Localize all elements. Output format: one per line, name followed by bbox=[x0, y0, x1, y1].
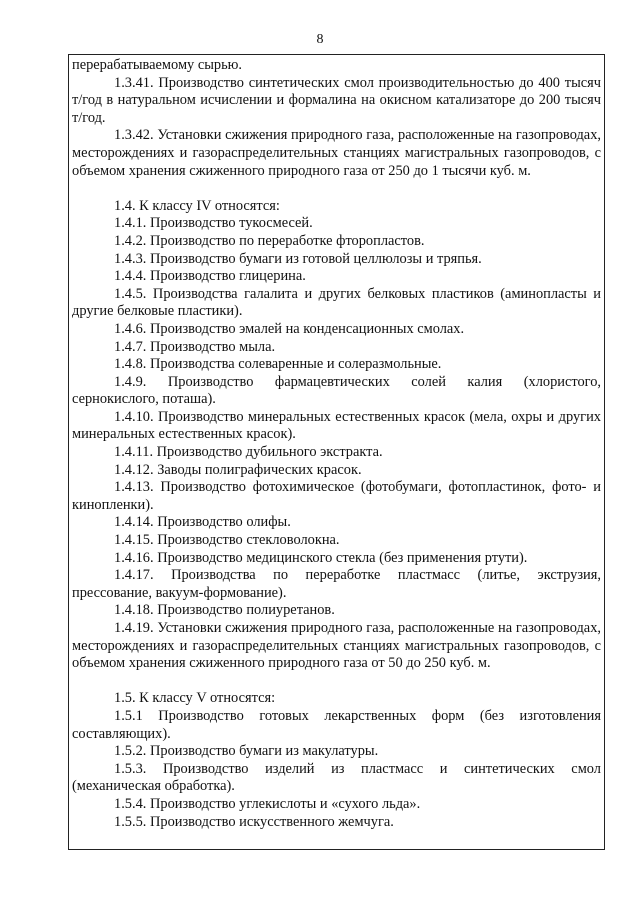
item-text: Производство минеральных естественных красок (мела, охры и других минеральных естественных красок). bbox=[72, 408, 601, 443]
item-text: Производство эмалей на конденсационных смолах. bbox=[150, 320, 465, 337]
list-item bbox=[72, 339, 601, 357]
item-code: 1.4.9. bbox=[114, 373, 147, 390]
list-item bbox=[72, 743, 601, 761]
list-item bbox=[72, 814, 601, 832]
item-text: Производство дубильного экстракта. bbox=[156, 444, 383, 461]
item-text: Производство тукосмесей. bbox=[150, 215, 313, 232]
item-text: Производства галалита и других белковых пластиков (аминопласты и другие белковые пластики). bbox=[72, 285, 601, 320]
item-text: Производства по переработке пластмасс (литье, экструзия, прессование, вакуум-формование). bbox=[72, 567, 601, 601]
item-code: 1.5.1 bbox=[114, 707, 143, 724]
list-item bbox=[72, 708, 601, 743]
item-text: Заводы полиграфических красок. bbox=[157, 461, 362, 478]
list-item bbox=[72, 620, 601, 673]
list-item bbox=[72, 602, 601, 620]
list-item bbox=[72, 761, 601, 796]
section-1-4-items bbox=[72, 215, 601, 672]
item-text: Производство фотохимическое (фотобумаги, фотопластинок, фото- и кинопленки). bbox=[72, 479, 601, 513]
item-code: 1.4.19. bbox=[114, 620, 154, 636]
list-item bbox=[72, 215, 601, 233]
item-code: 1.4.4. bbox=[114, 268, 147, 285]
item-code: 1.4.13. bbox=[114, 479, 154, 496]
item-code: 1.5.5. bbox=[114, 813, 147, 830]
list-item bbox=[72, 268, 601, 286]
document-frame bbox=[68, 54, 605, 850]
item-code: 1.5.2. bbox=[114, 743, 147, 760]
item-text: Производство бумаги из готовой целлюлозы и тряпья. bbox=[150, 250, 482, 267]
item-code: 1.4.1. bbox=[114, 215, 147, 232]
continuation-text: перерабатываемому сырью. bbox=[72, 57, 243, 73]
class-v-heading: 1.5. К классу V относятся: bbox=[114, 690, 276, 707]
item-text: Производство полиуретанов. bbox=[157, 602, 335, 619]
section-1-5-items bbox=[72, 708, 601, 831]
list-item bbox=[72, 75, 601, 128]
item-text: Установки сжижения природного газа, расположенные на газопроводах, месторождениях и газораспределительных станциях магистральных газопроводов, с объемом хранения сжиженного природного газа от 50 до 250 куб. м. bbox=[72, 620, 601, 672]
section-gap bbox=[72, 673, 601, 691]
item-code: 1.4.18. bbox=[114, 602, 154, 619]
class-iv-heading: 1.4. К классу IV относятся: bbox=[114, 197, 280, 214]
list-item bbox=[72, 286, 601, 321]
item-text: Производство мыла. bbox=[150, 338, 276, 355]
list-item bbox=[72, 444, 601, 462]
item-code: 1.4.14. bbox=[114, 514, 154, 531]
item-text: Производства солеваренные и солеразмольные. bbox=[150, 356, 442, 373]
item-code: 1.5.3. bbox=[114, 760, 147, 777]
frame-bottom-edge bbox=[68, 849, 605, 850]
item-text: Производство глицерина. bbox=[150, 268, 306, 285]
list-item bbox=[72, 356, 601, 374]
list-item bbox=[72, 479, 601, 514]
list-item bbox=[72, 233, 601, 251]
item-text: Установки сжижения природного газа, расположенные на газопроводах, месторождениях и газораспределительных станциях магистральных газопроводов, с объемом хранения сжиженного природного газа от 250 до 1 тысячи куб. м. bbox=[72, 127, 601, 179]
item-code: 1.4.15. bbox=[114, 532, 154, 549]
list-item bbox=[72, 409, 601, 444]
list-item bbox=[72, 321, 601, 339]
item-code: 1.4.2. bbox=[114, 232, 147, 249]
list-item bbox=[72, 550, 601, 568]
item-text: Производство готовых лекарственных форм (без изготовления составляющих). bbox=[72, 707, 601, 742]
item-code: 1.4.10. bbox=[114, 408, 154, 425]
list-item bbox=[72, 251, 601, 269]
list-item bbox=[72, 462, 601, 480]
item-code: 1.4.7. bbox=[114, 338, 147, 355]
item-text: Производство бумаги из макулатуры. bbox=[150, 743, 379, 760]
item-text: Производство медицинского стекла (без применения ртути). bbox=[157, 549, 528, 566]
item-code: 1.4.8. bbox=[114, 356, 147, 373]
section-gap bbox=[72, 180, 601, 198]
list-item bbox=[72, 514, 601, 532]
item-text: Производство фармацевтических солей калия (хлористого, сернокислого, поташа). bbox=[72, 373, 601, 408]
list-item bbox=[72, 567, 601, 602]
item-code: 1.4.5. bbox=[114, 285, 147, 302]
item-code: 1.3.41. bbox=[114, 74, 154, 91]
item-code: 1.4.17. bbox=[114, 567, 154, 584]
item-text: Производство искусственного жемчуга. bbox=[150, 813, 394, 830]
item-text: Производство изделий из пластмасс и синтетических смол (механическая обработка). bbox=[72, 760, 601, 795]
list-item bbox=[72, 796, 601, 814]
item-text: Производство синтетических смол производительностью до 400 тысяч т/год в натуральном исчислении и формалина на окисном катализаторе до 200 тысяч т/год. bbox=[72, 74, 601, 126]
document-body bbox=[69, 55, 604, 831]
section-1-3-items bbox=[72, 75, 601, 181]
item-code: 1.4.11. bbox=[114, 444, 154, 461]
list-item bbox=[72, 532, 601, 550]
item-text: Производство углекислоты и «сухого льда». bbox=[150, 795, 421, 812]
item-text: Производство олифы. bbox=[157, 514, 291, 531]
item-code: 1.4.3. bbox=[114, 250, 147, 267]
item-code: 1.5.4. bbox=[114, 795, 147, 812]
item-code: 1.4.16. bbox=[114, 549, 154, 566]
list-item bbox=[72, 127, 601, 180]
item-code: 1.4.6. bbox=[114, 320, 147, 337]
item-code: 1.3.42. bbox=[114, 127, 154, 144]
page-number: 8 bbox=[316, 32, 324, 47]
item-text: Производство стекловолокна. bbox=[157, 532, 340, 549]
list-item bbox=[72, 374, 601, 409]
item-code: 1.4.12. bbox=[114, 461, 154, 478]
item-text: Производство по переработке фторопластов. bbox=[150, 232, 425, 249]
